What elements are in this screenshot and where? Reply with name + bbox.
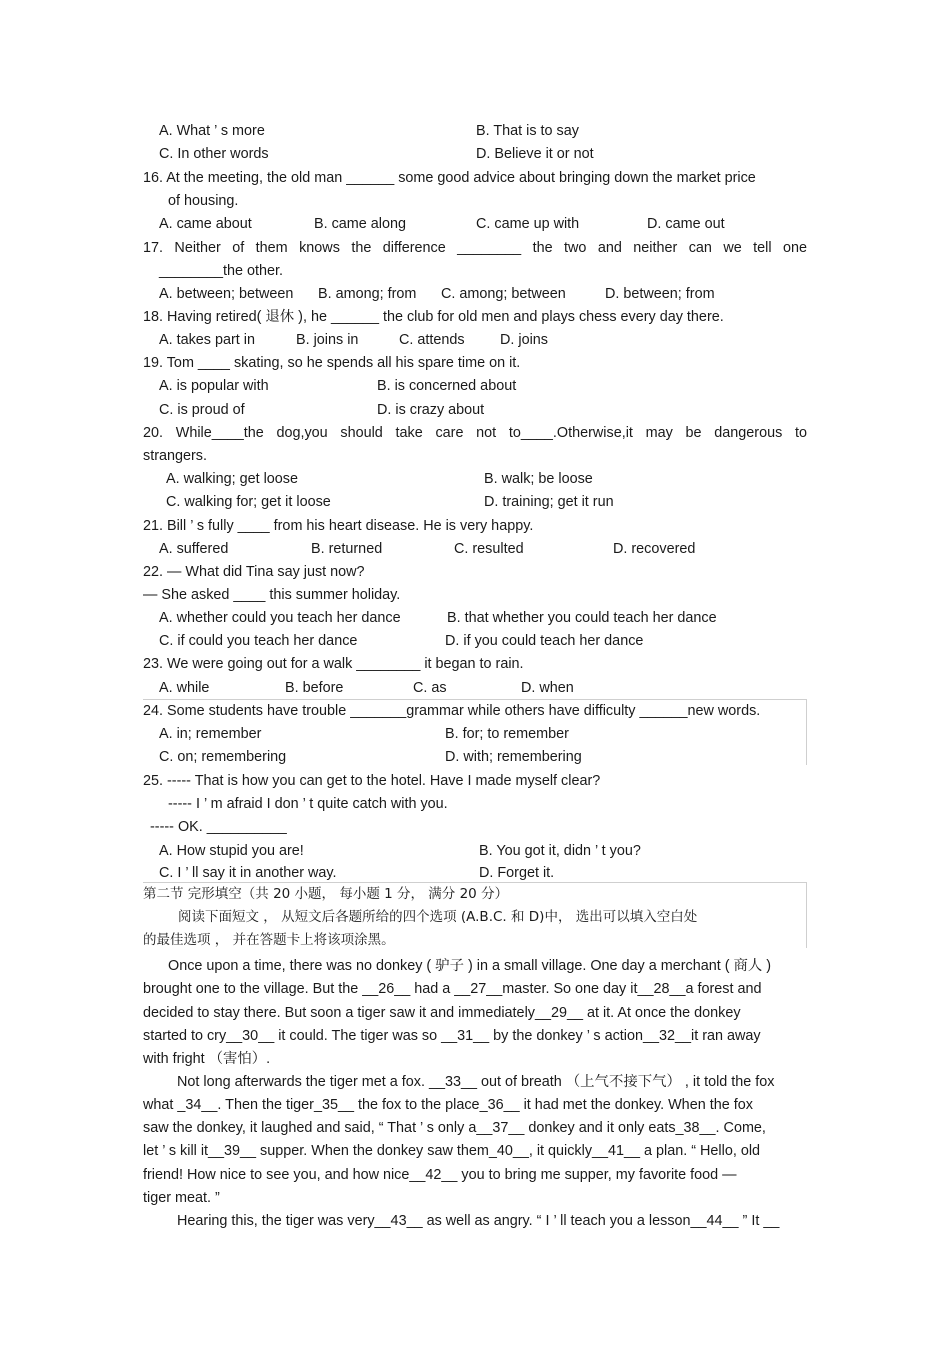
q20-option-d: D. training; get it run [484, 494, 614, 510]
q22-stem: 22. — What did Tina say just now? [143, 564, 365, 580]
q16-option-a: A. came about [159, 216, 252, 232]
q19-option-d: D. is crazy about [377, 402, 485, 418]
q18-stem: 18. Having retired( 退休 ), he ______ the club for old men and plays chess every day there. [143, 309, 724, 325]
q22-option-a: A. whether could you teach her dance [159, 610, 401, 626]
q19-stem: 19. Tom ____ skating, so he spends all his spare time on it. [143, 355, 521, 371]
passage-p1-line1: Once upon a time, there was no donkey ( 驴子 ) in a small village. One day a merchant ( 商人 ) [168, 958, 772, 974]
q20-option-b: B. walk; be loose [484, 471, 593, 487]
q25-reply-1: ----- I ’ m afraid I don ’ t quite catch with you. [168, 796, 448, 812]
q25-option-d: D. Forget it. [479, 865, 555, 881]
q22-option-b: B. that whether you could teach her dance [447, 610, 717, 626]
q17-option-c: C. among; between [441, 286, 566, 302]
q16-option-c: C. came up with [476, 216, 580, 232]
q17-stem-cont: ________the other. [159, 263, 284, 279]
q24-option-c: C. on; remembering [159, 749, 287, 765]
q16-option-d: D. came out [647, 216, 725, 232]
q15-option-c: C. In other words [159, 146, 269, 162]
q24-box-top [143, 699, 807, 700]
q24-option-d: D. with; remembering [445, 749, 582, 765]
passage-p2-line1: Not long afterwards the tiger met a fox. __33__ out of breath （上气不接下气） , it told the fox [177, 1074, 775, 1090]
q17-option-b: B. among; from [318, 286, 417, 302]
q20-stem: 20. While____the dog,you should take care not to____.Otherwise,it may be dangerous to [143, 425, 807, 441]
q22-stem-reply: — She asked ____ this summer holiday. [143, 587, 401, 603]
q18-option-d: D. joins [500, 332, 548, 348]
passage-p1-line5: with fright （害怕）. [143, 1051, 271, 1067]
q23-option-a: A. while [159, 680, 210, 696]
q24-box-right [806, 699, 807, 765]
q19-option-c: C. is proud of [159, 402, 245, 418]
q20-stem-cont: strangers. [143, 448, 207, 464]
q22-option-c: C. if could you teach her dance [159, 633, 358, 649]
q20-option-a: A. walking; get loose [166, 471, 298, 487]
q17-option-d: D. between; from [605, 286, 715, 302]
passage-p2-line2: what _34__. Then the tiger_35__ the fox to the place_36__ it had met the donkey. When the fox [143, 1097, 753, 1113]
q23-option-b: B. before [285, 680, 344, 696]
passage-p1-line4: started to cry__30__ it could. The tiger was so __31__ by the donkey ’ s action__32__it ran away [143, 1028, 761, 1044]
q25-option-a: A. How stupid you are! [159, 843, 304, 859]
q19-option-a: A. is popular with [159, 378, 269, 394]
section2-instructions: 阅读下面短文 ， 从短文后各题所给的四个选项 (A.B.C. 和 D)中， 选出可以填入空白处 [178, 909, 698, 925]
q18-option-c: C. attends [399, 332, 465, 348]
q25-option-b: B. You got it, didn ’ t you? [479, 843, 641, 859]
q18-option-b: B. joins in [296, 332, 359, 348]
passage-p2-line6: tiger meat. ” [143, 1190, 220, 1206]
q25-stem: 25. ----- That is how you can get to the hotel. Have I made myself clear? [143, 773, 601, 789]
passage-p3-line1: Hearing this, the tiger was very__43__ as well as angry. “ I ’ ll teach you a lesson__44__ ” It __ [177, 1213, 780, 1229]
q21-option-a: A. suffered [159, 541, 229, 557]
q20-option-c: C. walking for; get it loose [166, 494, 331, 510]
q25-option-c: C. I ’ ll say it in another way. [159, 865, 337, 881]
q25-reply-2: ----- OK. __________ [150, 819, 287, 835]
passage-p2-line5: friend! How nice to see you, and how nice__42__ you to bring me supper, my favorite food — [143, 1167, 737, 1183]
q21-option-d: D. recovered [613, 541, 696, 557]
q23-option-d: D. when [521, 680, 574, 696]
q24-option-a: A. in; remember [159, 726, 262, 742]
q24-option-b: B. for; to remember [445, 726, 569, 742]
passage-p1-line2: brought one to the village. But the __26__ had a __27__master. So one day it__28__a forest and [143, 981, 762, 997]
q15-option-b: B. That is to say [476, 123, 579, 139]
q17-stem: 17. Neither of them knows the difference ________ the two and neither can we tell one [143, 240, 807, 256]
q15-option-a: A. What ’ s more [159, 123, 265, 139]
q22-option-d: D. if you could teach her dance [445, 633, 644, 649]
q23-option-c: C. as [413, 680, 447, 696]
section2-box-top [143, 882, 807, 883]
q16-option-b: B. came along [314, 216, 406, 232]
q17-option-a: A. between; between [159, 286, 294, 302]
passage-p1-line3: decided to stay there. But soon a tiger saw it and immediately__29__ at it. At once the donkey [143, 1005, 741, 1021]
q23-stem: 23. We were going out for a walk ________ it began to rain. [143, 656, 524, 672]
q18-option-a: A. takes part in [159, 332, 255, 348]
section2-heading: 第二节 完形填空（共 20 小题， 每小题 1 分， 满分 20 分） [143, 886, 509, 902]
q21-stem: 21. Bill ’ s fully ____ from his heart disease. He is very happy. [143, 518, 534, 534]
section2-box-right [806, 882, 807, 948]
q15-option-d: D. Believe it or not [476, 146, 594, 162]
passage-p2-line4: let ’ s kill it__39__ supper. When the donkey saw them_40__, it quickly__41__ a plan. “ Hello, old [143, 1143, 761, 1159]
section2-instructions-cont: 的最佳选项 ， 并在答题卡上将该项涂黑。 [143, 932, 395, 948]
q19-option-b: B. is concerned about [377, 378, 517, 394]
q16-stem: 16. At the meeting, the old man ______ some good advice about bringing down the market price [143, 170, 756, 186]
q21-option-b: B. returned [311, 541, 383, 557]
q21-option-c: C. resulted [454, 541, 524, 557]
passage-p2-line3: saw the donkey, it laughed and said, “ That ’ s only a__37__ donkey and it only eats_38__. Come, [143, 1120, 766, 1136]
q24-stem: 24. Some students have trouble _______grammar while others have difficulty ______new words. [143, 703, 761, 719]
q16-stem-cont: of housing. [168, 193, 239, 209]
